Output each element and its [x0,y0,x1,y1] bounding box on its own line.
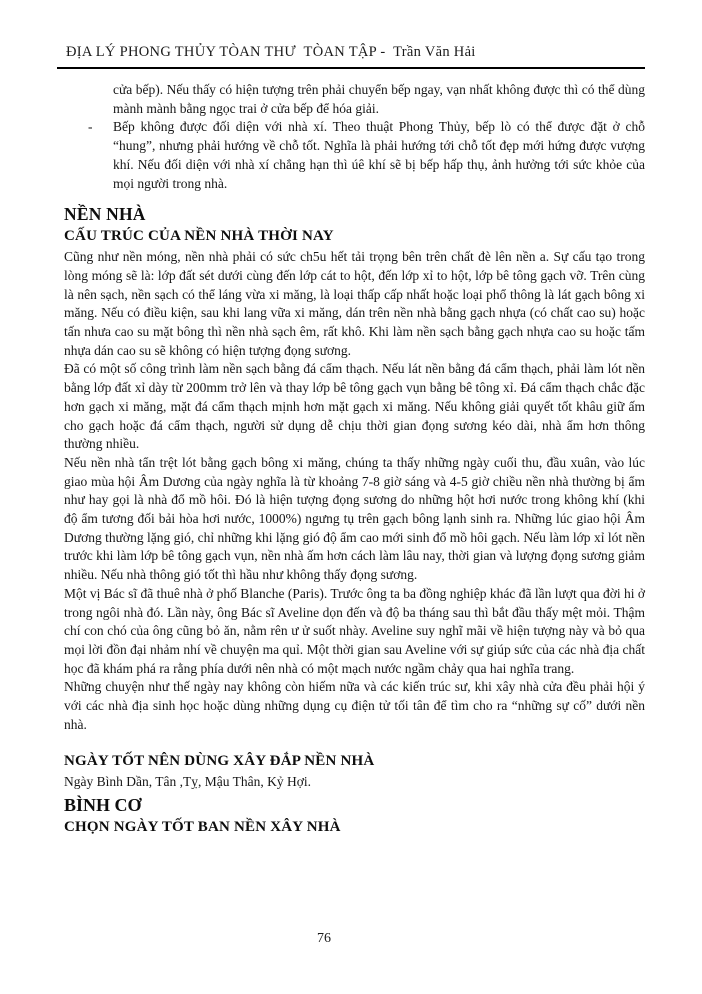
section-subheading-chon-ngay: CHỌN NGÀY TỐT BAN NỀN XÂY NHÀ [64,819,341,836]
paragraph: Nếu nền nhà tẩn trệt lót bằng gạch bông xi măng, chúng ta thấy những ngày cuối thu, đầu xuân, vào lúc giao mùa hội Âm Dương của ngày nghĩa là từ khoảng 7-8 giờ sáng và 4-5 giờ chiều nền nhà thường bị ẩm như hay gọi là nhà đổ mồ hôi. Đó là hiện tượng đọng sương do những hột hơi nước trong không khí (khi độ ẩm tương đối bải hòa hơi nước, 1000%) ngưng tụ trên gạch bông lạnh sinh ra. Những lúc giao hội Âm Dương thường lặng gió, chỉ những khi lặng gió độ ẩm cao mới sinh đổ mồ hôi gạch. Nếu làm lớp xỉ lót nền trước khi làm lớp bê tông gạch vụn, nền nhà ấm hơn cách làm lâu nay, thời gian và lượng đọng sương giảm nhiều. Nếu nhà thông gió tốt thì hầu như không thấy đọng sương. [64,454,645,583]
continuation-paragraph: cửa bếp). Nếu thấy có hiện tượng trên phải chuyển bếp ngay, vạn nhất không được thì có thể dùng mành mành bằng ngọc trai ở cửa bếp để hóa giải. [113,82,645,116]
bullet-marker: - [88,119,93,135]
header-rule-divider [57,67,645,69]
section-heading-nen-nha: NỀN NHÀ [64,204,146,225]
paragraph: Đã có một số công trình làm nền sạch bằng đá cẩm thạch. Nếu lát nền bằng đá cẩm thạch, phải làm lót nền bằng lớp đất xỉ dày từ 200mm trở lên và thay lớp bê tông gạch vụn bằng bê tông xỉ. Đá cẩm thạch chắc đặc hơn gạch xi măng, mặt đá cẩm thạch mịnh hơn mặt gạch xi măng. Nếu không giải quyết tốt khâu giữ ấm cho gạch hoặc đá cẩm thạch, người sử dụng dễ chịu thời gian đọng sương kéo dài, nhà ẩm hơn thông thường nhiều. [64,361,645,452]
paragraph: Cũng như nền móng, nền nhà phải có sức ch5u hết tải trọng bên trên chất đè lên nền a. Sự cấu tạo trong lòng móng sẽ là: lớp đất sét dưới cùng đến lớp cát to hột, đến lớp xỉ to hột, lớp bê tông gạch vỡ. Trên cùng là nên sạch, nền sạch có thể láng vừa xi măng, là loại thấp cấp nhất hoặc loại phổ thông là lát gạch bông xi măng. Nếu có điều kiện, sau khi lang vữa xi măng, dán trên nền nhà bằng gạch nhựa (có chất cao su) hoặc tấn nhưa cao su mặt bông thì nền nhà sạch êm, rất khô. Khi làm nền sạch bằng gạch nhựa cao su hoặc tấm nhựa dán cao su sẽ không có hiện tượng đọng sương. [64,249,645,358]
page-body [64,81,645,839]
bullet-text: Bếp không được đối diện với nhà xí. Theo thuật Phong Thủy, bếp lò có thể được đặt ở chỗ “hung”, nhưng phải hướng về chỗ tốt. Nghĩa là phải hướng tới chỗ tốt đẹp mới hứng được vượng khí. Nếu đối diện với nhà xí chẳng hạn thì úê khí sẽ bị bếp hấp thụ, ảnh hưởng tới sức khỏe của mọi người trong nhà. [113,119,645,191]
running-title: ĐỊA LÝ PHONG THỦY TÒAN THƯ TÒAN TẬP - Trần Văn Hải [66,44,476,60]
page-footer [294,931,354,947]
list-item [64,118,645,193]
good-days-line: Ngày Bình Dần, Tân ,Tỵ, Mậu Thân, Kỷ Hợi. [64,773,311,789]
paragraph: Những chuyện như thế ngày nay không còn hiếm nữa và các kiến trúc sư, khi xây nhà cửa đều phải hội ý với các nhà địa sinh học hoặc dùng những dụng cụ điện tử tối tân để tìm cho ra “những sự cố” dưới nền nhà. [64,679,645,732]
section-heading-ngay-tot: NGÀY TỐT NÊN DÙNG XÂY ĐẮP NỀN NHÀ [64,752,375,769]
section-heading-binh-co: BÌNH CƠ [64,795,142,816]
section-subheading-cau-truc: CẤU TRÚC CỦA NỀN NHÀ THỜI NAY [64,228,334,245]
paragraph: Một vị Bác sĩ đã thuê nhà ở phố Blanche (Paris). Trước ông ta ba đồng nghiệp khác đã lần lượt qua đời hi ở trong ngôi nhà đó. Lần này, ông Bác sĩ Aveline dọn đến và độ ba tháng sau thì bắt đầu thấy mệt mỏi. Thậm chí con chó của ông cũng bỏ ăn, nằm rên ư ử suốt nhày. Aveline suy nghĩ mãi về hiện tượng này và bỏ qua mọi lời đồn đại nhảm nhí về chuyện ma quỉ. Một thời gian sau Aveline với sự giúp sức của các nhà địa chất học đã khám phá ra rằng phía dưới nên nhà có một mạch nước ngầm chảy qua hai nghĩa trang. [64,585,645,676]
page-number: 76 [317,931,331,946]
